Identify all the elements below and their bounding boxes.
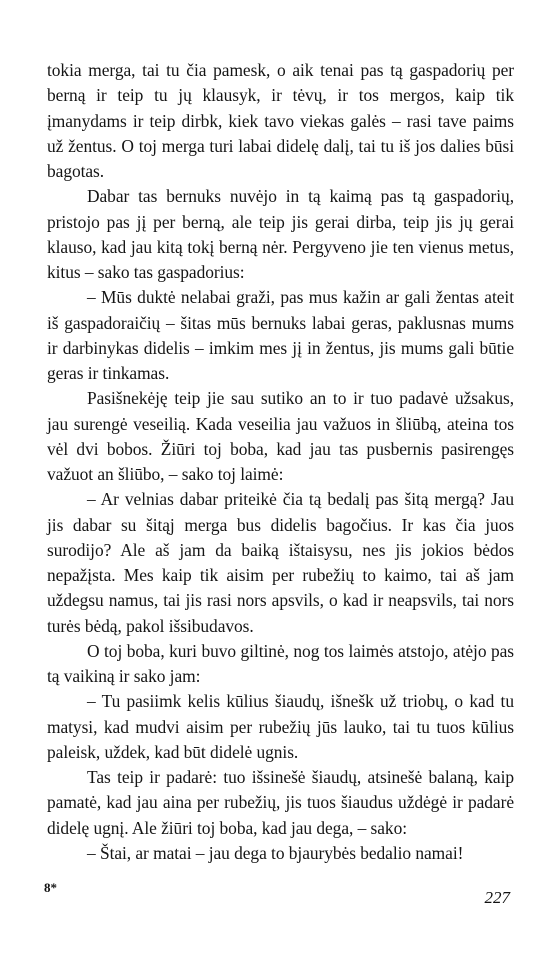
paragraph-6: O toj boba, kuri buvo giltinė, nog tos laimės atstojo, atėjo pas tą vaikiną ir sako jam: xyxy=(47,640,514,686)
printer-signature-mark: 8* xyxy=(44,880,57,895)
paragraph-5: – Ar velnias dabar priteikė čia tą bedalį pas šitą mergą? Jau jis dabar su šitąj merga bus didelis bagočius. Ir kas čia juos surodijo? Ale aš jam da baiką ištaisysu, nes jis jokios bėdos nepažįsta. Mes kaip tik aisim per rubežių to kaimo, tai aš jam uždegsu namus, tai jis rasi nors apsvils, o kad ir neapsvils, tai nors turės bėdą, pakol išsibudavos. xyxy=(47,489,514,636)
paragraph-7: – Tu pasiimk kelis kūlius šiaudų, išnešk už triobų, o kad tu matysi, kad mudvi aisim per rubežių jūs lauko, tai tu tuos kūlius paleisk, uždek, kad būt didelė ugnis. xyxy=(47,691,514,762)
paragraph-2: Dabar tas bernuks nuvėjo in tą kaimą pas tą gaspadorių, pristojo pas jį per berną, ale teip jis gerai dirba, teip jis jų gerai klauso, kad jau kitą tokį berną nėr. Pergyveno jie ten vienus metus, kitus – sako tas gaspadorius: xyxy=(47,186,514,282)
page-number: 227 xyxy=(484,888,510,907)
paragraph-1: tokia merga, tai tu čia pamesk, o aik tenai pas tą gaspadorių per berną ir teip tu jų klausyk, ir tėvų, ir tos mergos, kaip tik įmanydams ir teip dirbk, kiek tavo viekas galės – rasi tave paims už žentus. O toj merga turi labai didelę dalį, tai tu iš jos dalies būsi bagotas. xyxy=(47,60,514,181)
paragraph-3: – Mūs duktė nelabai graži, pas mus kažin ar gali žentas ateit iš gaspadoraičių – šitas mūs bernuks labai geras, paklusnas mums ir darbinykas didelis – imkim mes jį in žentus, jis mums gali būtie geras ir tinkamas. xyxy=(47,287,514,383)
paragraph-8: Tas teip ir padarė: tuo išsinešė šiaudų, atsinešė balaną, kaip pamatė, kad jau aina per rubežių, jis tuos šiaudus uždėgė ir padarė didelę ugnį. Ale žiūri toj boba, kad jau dega, – sako: xyxy=(47,767,514,838)
page-body-text xyxy=(47,58,514,866)
paragraph-9: – Štai, ar matai – jau dega to bjaurybės bedalio namai! xyxy=(87,842,464,863)
paragraph-4: Pasišnekėję teip jie sau sutiko an to ir tuo padavė užsakus, jau surengė veseilią. Kada veseilia jau važuos in šliūbą, ateina tos vėl dvi bobos. Žiūri toj boba, kad jau tas pusbernis pasirengęs važuot an šliūbo, – sako toj laimė: xyxy=(47,388,514,484)
